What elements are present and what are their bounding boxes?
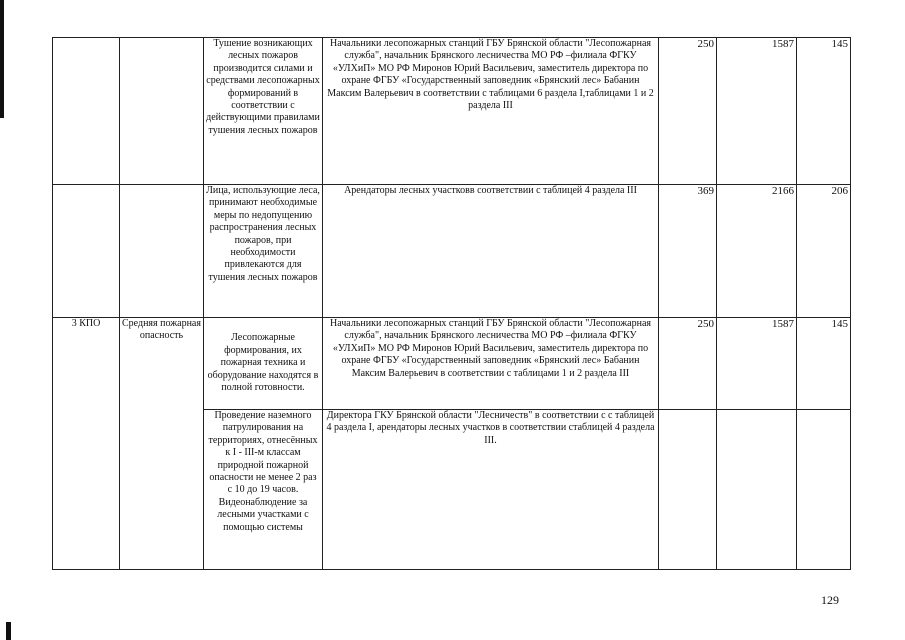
scan-corner-mark bbox=[6, 622, 11, 640]
measure-cell: Проведение наземного патрулирования на территориях, отнесённых к I - III-м классам природной пожарной опасности не менее 2 раз с 10 до 19 часов. Видеонаблюдение за лесными участками с помощью системы bbox=[204, 410, 323, 570]
fire-class-cell bbox=[53, 185, 120, 318]
value-cell-3: 145 bbox=[797, 318, 851, 410]
fire-danger-cell bbox=[120, 38, 204, 185]
value-cell-1: 250 bbox=[659, 318, 717, 410]
fire-danger-level: Средняя пожарная опасность bbox=[120, 318, 204, 570]
measure-cell: Лица, использующие леса, принимают необходимые меры по недопущению распространения лесных пожаров, при необходимости привлекаются для тушения лесных пожаров bbox=[204, 185, 323, 318]
value-cell-2 bbox=[717, 410, 797, 570]
value-cell-3: 145 bbox=[797, 38, 851, 185]
value-cell-1: 250 bbox=[659, 38, 717, 185]
value-cell-2: 2166 bbox=[717, 185, 797, 318]
value-cell-2: 1587 bbox=[717, 318, 797, 410]
value-cell-1: 369 bbox=[659, 185, 717, 318]
fire-class-cell bbox=[53, 38, 120, 185]
value-cell-2: 1587 bbox=[717, 38, 797, 185]
value-cell-3: 206 bbox=[797, 185, 851, 318]
table-row bbox=[53, 185, 851, 318]
responsible-cell: Директора ГКУ Брянской области "Лесничеств" в соответствии с с таблицей 4 раздела I, арендаторы лесных участков в соответствии стаблицей 4 раздела III. bbox=[323, 410, 659, 570]
table-row bbox=[53, 38, 851, 185]
fire-measures-table bbox=[52, 37, 851, 570]
responsible-cell: Начальники лесопожарных станций ГБУ Брянской области "Лесопожарная служба", начальник Брянского лесничества МО РФ –филиала ФГКУ «УЛХиП» МО РФ Миронов Юрий Васильевич, заместитель директора по охране ФГБУ «Государственный заповедник «Брянский лес» Бабанин Максим Валерьевич в соответствии с таблицами 1 и 2 раздела III bbox=[323, 318, 659, 410]
fire-class-code: 3 КПО bbox=[53, 318, 120, 570]
measure-cell: Лесопожарные формирования, их пожарная техника и оборудование находятся в полной готовности. bbox=[204, 318, 323, 410]
responsible-cell: Арендаторы лесных участковв соответствии с таблицей 4 раздела III bbox=[323, 185, 659, 318]
value-cell-1 bbox=[659, 410, 717, 570]
table-row bbox=[53, 318, 851, 410]
responsible-cell: Начальники лесопожарных станций ГБУ Брянской области "Лесопожарная служба", начальник Брянского лесничества МО РФ –филиала ФГКУ «УЛХиП» МО РФ Миронов Юрий Васильевич, заместитель директора по охране ФГБУ «Государственный заповедник «Брянский лес» Бабанин Максим Валерьевич в соответствии с таблицами 6 раздела I,таблицами 1 и 2 раздела III bbox=[323, 38, 659, 185]
scan-edge-mark bbox=[0, 0, 4, 118]
value-cell-3 bbox=[797, 410, 851, 570]
measure-cell: Тушение возникающих лесных пожаров производится силами и средствами лесопожарных формирований в соответствии с действующими правилами тушения лесных пожаров bbox=[204, 38, 323, 185]
fire-danger-cell bbox=[120, 185, 204, 318]
page-number: 129 bbox=[821, 593, 839, 607]
